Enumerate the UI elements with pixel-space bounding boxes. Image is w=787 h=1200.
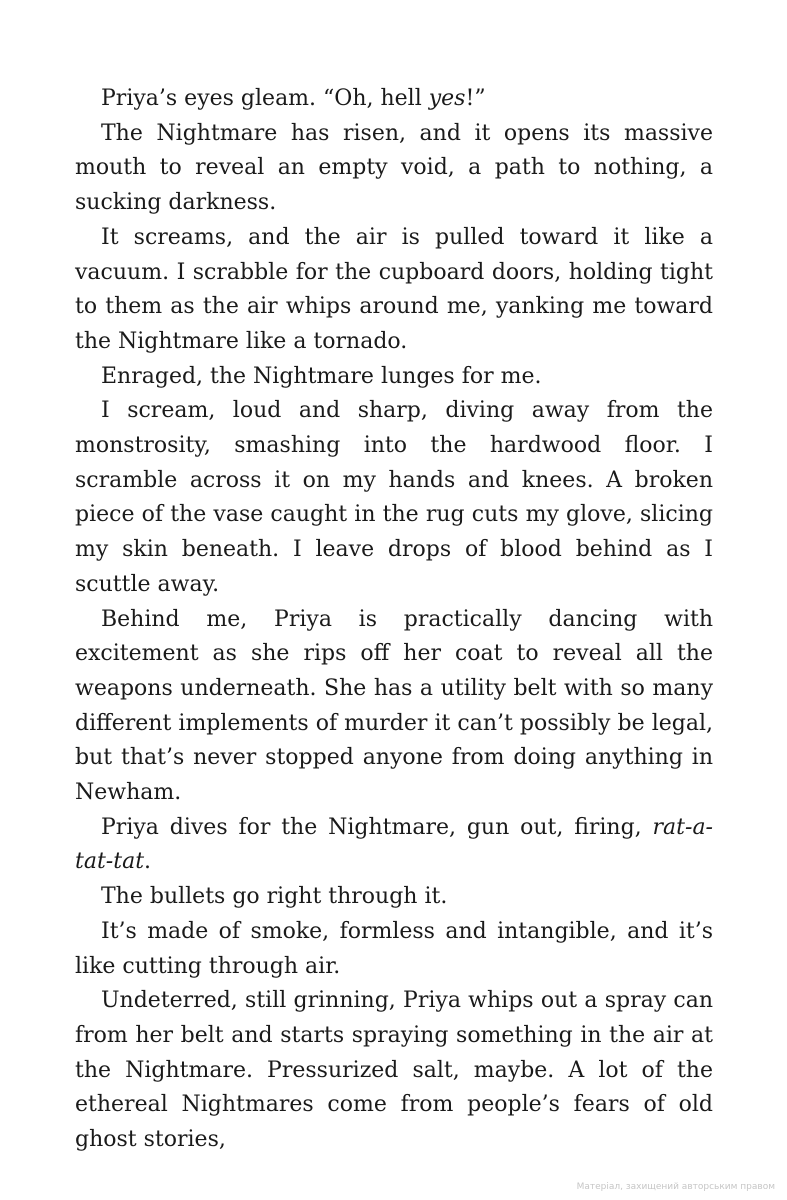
paragraph-5: I scream, loud and sharp, diving away from the monstrosity, smashing into the hardwood floor. I scramble across it on my hands and knees. A broken piece of the vase caught in the rug cuts my glove, slicing my skin beneath. I leave drops of blood behind as I scuttle away. xyxy=(75,398,713,597)
emphasis-yes: yes xyxy=(428,86,466,111)
copyright-watermark: Матеріал, захищений авторським правом xyxy=(576,1182,775,1192)
paragraph-2: The Nightmare has risen, and it opens its massive mouth to reveal an empty void, a path to nothing, a sucking darkness. xyxy=(75,120,713,216)
book-page-body xyxy=(75,82,713,1158)
paragraph-10: Undeterred, still grinning, Priya whips out a spray can from her belt and starts spraying something in the air at the Nightmare. Pressurized salt, maybe. A lot of the ethereal Nightmares come from people’s fears of old ghost stories, xyxy=(75,988,713,1153)
paragraph-1 xyxy=(75,82,713,117)
paragraph-7-part-1: Priya dives for the Nightmare, gun out, firing, xyxy=(101,814,653,840)
paragraph-1-part-1: Priya’s eyes gleam. “Oh, hell xyxy=(101,86,429,111)
paragraph-8: The bullets go right through it. xyxy=(101,884,448,910)
paragraph-3: It screams, and the air is pulled toward it like a vacuum. I scrabble for the cupboard doors, holding tight to them as the air whips around me, yanking me toward the Nightmare like a tornado. xyxy=(75,224,713,354)
paragraph-4: Enraged, the Nightmare lunges for me. xyxy=(101,363,542,389)
paragraph-7-part-3: . xyxy=(144,849,152,875)
emphasis-rat-a-tat-tat: rat-a-tat-tat xyxy=(75,814,713,875)
paragraph-9: It’s made of smoke, formless and intangible, and it’s like cutting through air. xyxy=(75,918,713,979)
paragraph-1-part-3: !” xyxy=(465,86,486,111)
paragraph-7 xyxy=(75,811,713,880)
paragraph-6: Behind me, Priya is practically dancing with excitement as she rips off her coat to reveal all the weapons underneath. She has a utility belt with so many different implements of murder it can’t possibly be legal, but that’s never stopped anyone from doing anything in Newham. xyxy=(75,606,713,806)
